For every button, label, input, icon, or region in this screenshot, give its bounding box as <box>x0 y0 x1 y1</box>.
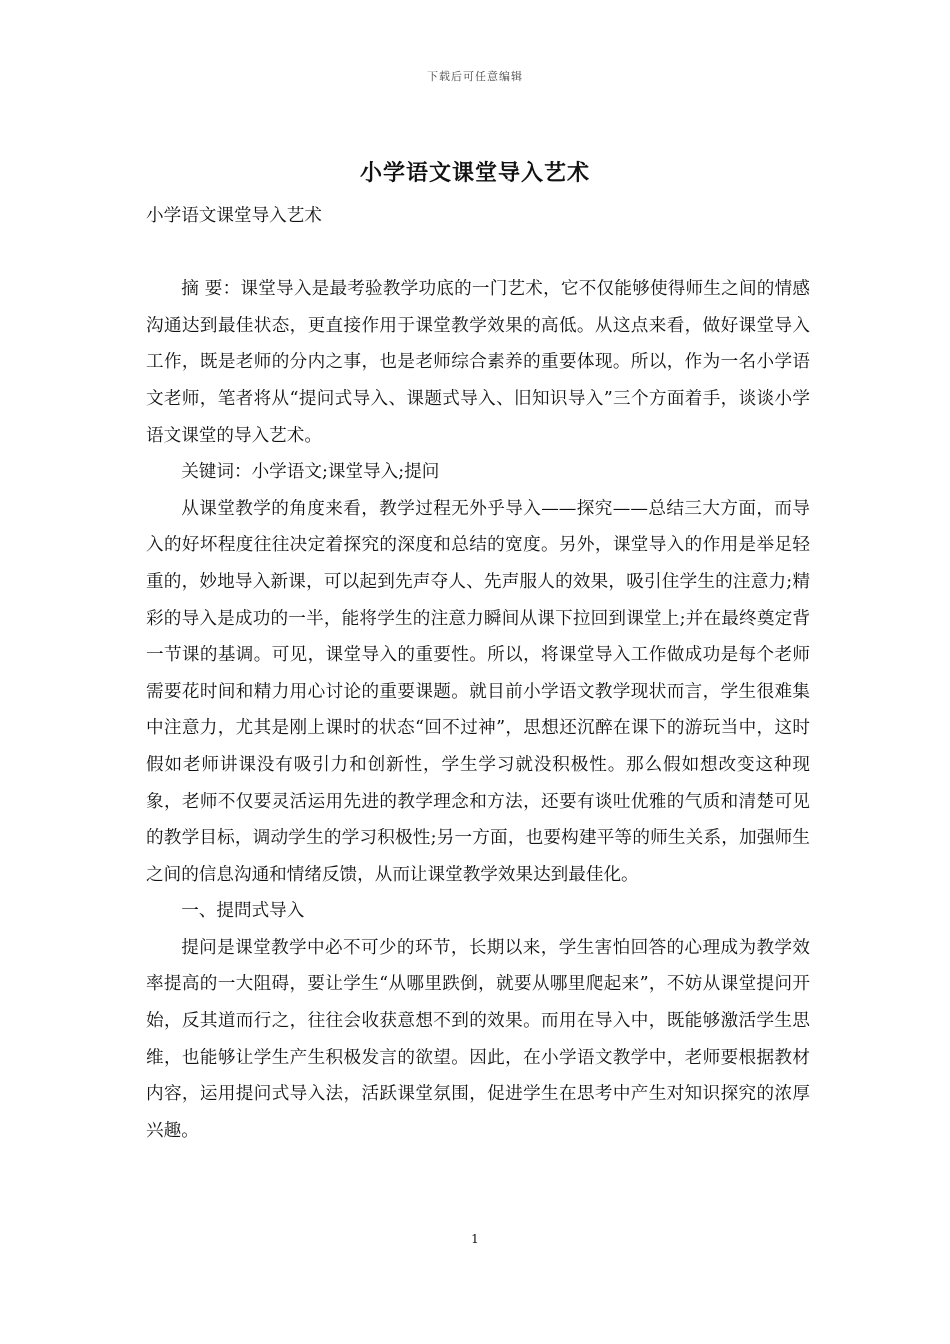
abstract-paragraph: 摘 要：课堂导入是最考验教学功底的一门艺术，它不仅能够使得师生之间的情感沟通达到最佳状态，更直接作用于课堂教学效果的高低。从这点来看，做好课堂导入工作，既是老师的分内之事，也是老师综合素养的重要体现。所以，作为一名小学语文老师，笔者将从“提问式导入、课题式导入、旧知识导入”三个方面着手，谈谈小学语文课堂的导入艺术。 <box>146 279 810 446</box>
document-body <box>146 198 810 1149</box>
header-note: 下载后可任意编辑 <box>427 70 523 83</box>
section-heading: 一、提問式导入 <box>181 901 305 922</box>
keywords-paragraph: 关键词：小学语文;课堂导入;提问 <box>181 462 440 483</box>
page-number: 1 <box>471 1232 479 1246</box>
document-title: 小学语文课堂导入艺术 <box>359 160 590 186</box>
section-paragraph: 提问是课堂教学中必不可少的环节，长期以来，学生害怕回答的心理成为教学效率提高的一大阻碍，要让学生“从哪里跌倒，就要从哪里爬起来”，不妨从课堂提问开始，反其道而行之，往往会收获意想不到的效果。而用在导入中，既能够激活学生思维，也能够让学生产生积极发言的欲望。因此，在小学语文教学中，老师要根据教材内容，运用提问式导入法，活跃课堂氛围，促进学生在思考中产生对知识探究的浓厚兴趣。 <box>146 937 810 1141</box>
document-subtitle: 小学语文课堂导入艺术 <box>146 206 322 226</box>
intro-paragraph: 从课堂教学的角度来看，教学过程无外乎导入——探究——总结三大方面，而导入的好坏程度往往决定着探究的深度和总结的宽度。另外，课堂导入的作用是举足轻重的，妙地导入新课，可以起到先声夺人、先声服人的效果，吸引住学生的注意力;精彩的导入是成功的一半，能将学生的注意力瞬间从课下拉回到课堂上;并在最终奠定背一节课的基调。可见，课堂导入的重要性。所以，将课堂导入工作做成功是每个老师需要花时间和精力用心讨论的重要课题。就目前小学语文教学现状而言，学生很难集中注意力，尤其是刚上课时的状态“回不过神”，思想还沉醉在课下的游玩当中，这时假如老师讲课没有吸引力和创新性，学生学习就没积极性。那么假如想改变这种现象，老师不仅要灵活运用先进的教学理念和方法，还要有谈吐优雅的气质和清楚可见的教学目标，调动学生的学习积极性;另一方面，也要构建平等的师生关系，加强师生之间的信息沟通和情绪反馈，从而让课堂教学效果达到最佳化。 <box>146 498 810 885</box>
